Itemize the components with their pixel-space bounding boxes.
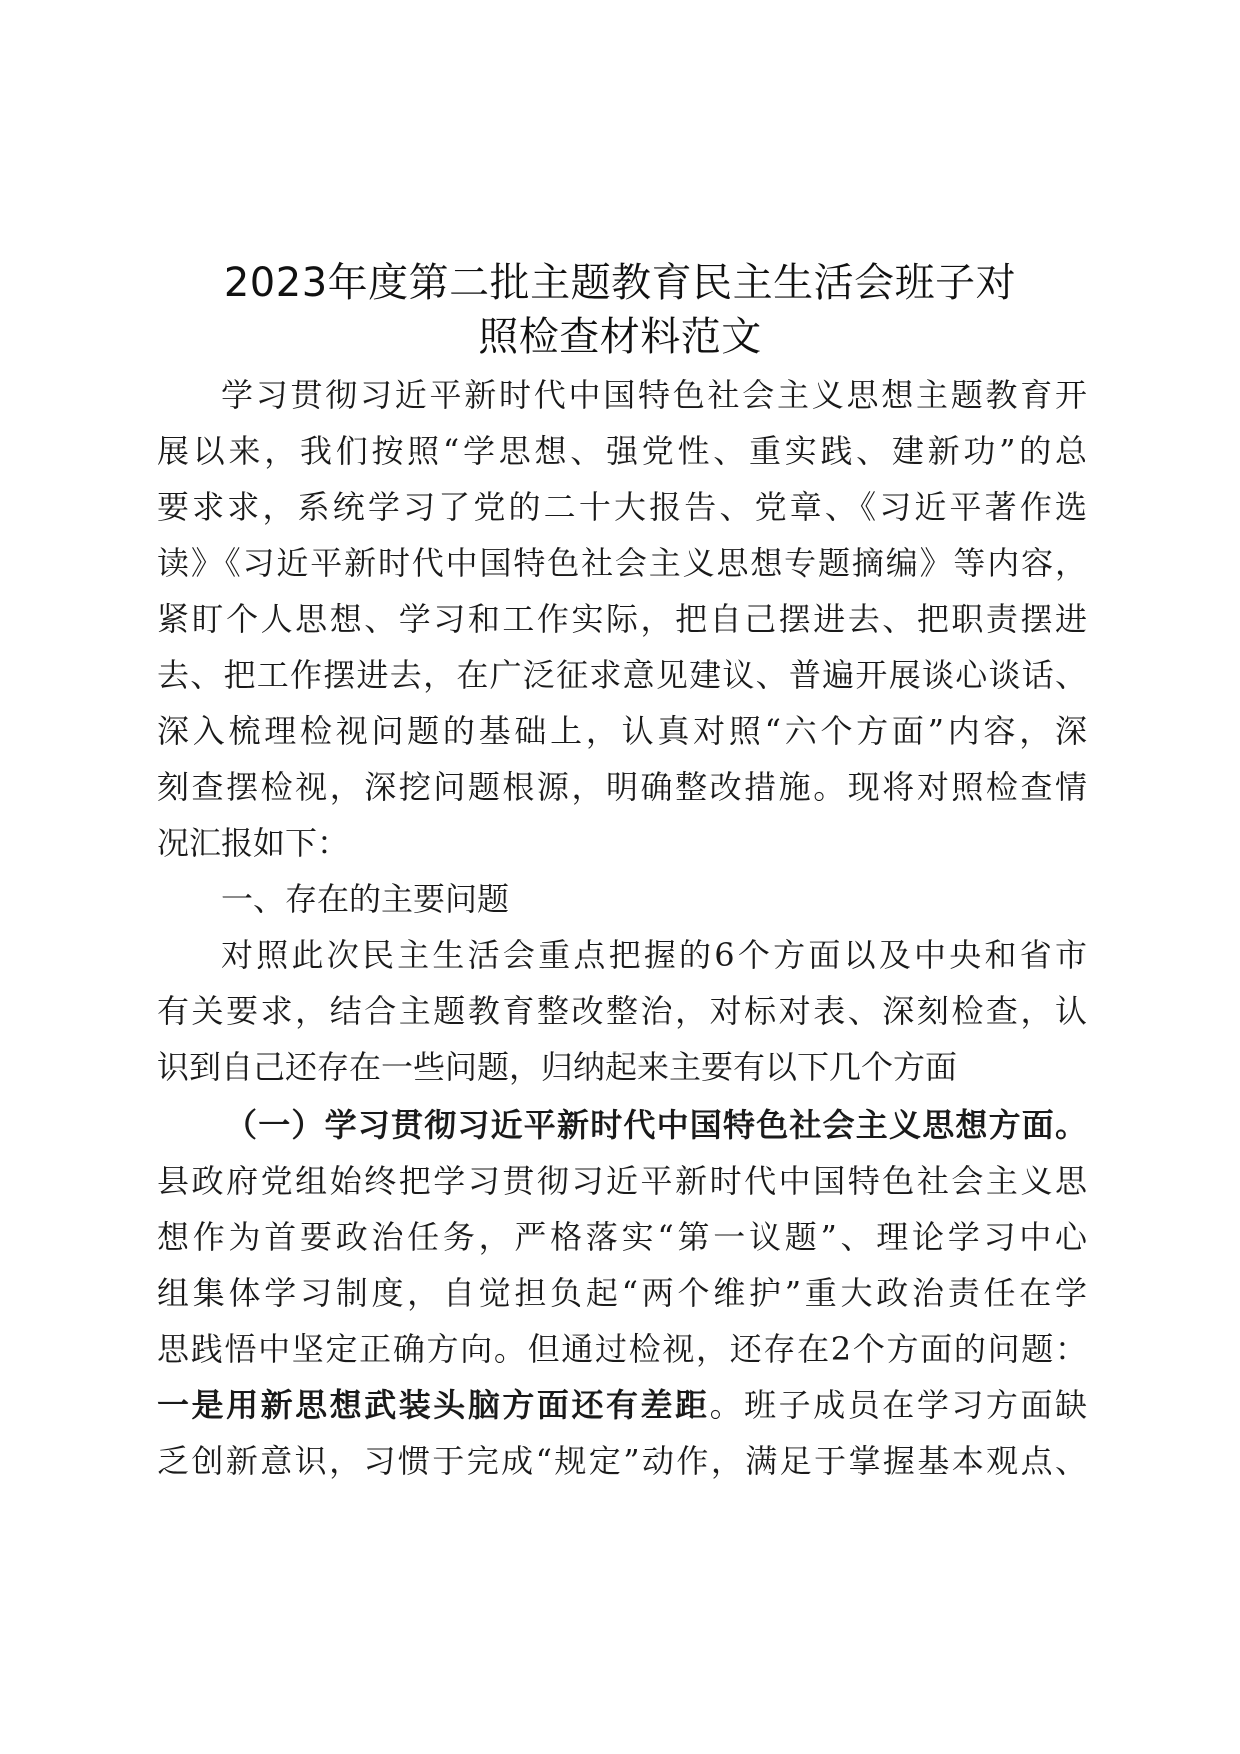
subsection-heading: （一）学习贯彻习近平新时代中国特色社会主义思想方面。 — [225, 1106, 1087, 1144]
section-paragraph-line: 对照此次民主生活会重点把握的6个方面以及中央和省市 — [221, 936, 1087, 974]
intro-paragraph-line: 紧盯个人思想、学习和工作实际，把自己摆进去、把职责摆进 — [157, 600, 1087, 638]
intro-paragraph-line: 要求求，系统学习了党的二十大报告、党章、《习近平著作选 — [157, 488, 1087, 526]
subsection-paragraph-line: 想作为首要政治任务，严格落实“第一议题”、理论学习中心 — [157, 1218, 1087, 1256]
intro-paragraph-line: 展以来，我们按照“学思想、强党性、重实践、建新功”的总 — [157, 432, 1087, 470]
subsection-paragraph-line: 乏创新意识，习惯于完成“规定”动作，满足于掌握基本观点、 — [157, 1442, 1087, 1480]
intro-paragraph-line: 刻查摆检视，深挖问题根源，明确整改措施。现将对照检查情 — [157, 768, 1087, 806]
point-text: 。班子成员在学习方面缺 — [709, 1386, 1087, 1424]
section-paragraph-line: 有关要求，结合主题教育整改整治，对标对表、深刻检查，认 — [157, 992, 1087, 1030]
intro-paragraph-line: 况汇报如下： — [157, 824, 350, 862]
subsection-paragraph-line: 思践悟中坚定正确方向。但通过检视，还存在2个方面的问题： — [157, 1330, 1087, 1368]
intro-paragraph-line: 深入梳理检视问题的基础上，认真对照“六个方面”内容，深 — [157, 712, 1087, 750]
document-title-line-2: 照检查材料范文 — [478, 314, 762, 360]
section-heading: 一、存在的主要问题 — [221, 880, 510, 918]
document-title-line-1: 2023年度第二批主题教育民主生活会班子对 — [223, 260, 1017, 306]
section-paragraph-line: 识到自己还存在一些问题，归纳起来主要有以下几个方面 — [157, 1048, 958, 1086]
intro-paragraph-line: 读》《习近平新时代中国特色社会主义思想专题摘编》等内容， — [157, 544, 1087, 582]
intro-paragraph-line: 学习贯彻习近平新时代中国特色社会主义思想主题教育开 — [221, 376, 1087, 414]
subsection-paragraph-line: 县政府党组始终把学习贯彻习近平新时代中国特色社会主义思 — [157, 1162, 1087, 1200]
intro-paragraph-line: 去、把工作摆进去，在广泛征求意见建议、普遍开展谈心谈话、 — [157, 656, 1087, 694]
point-line — [157, 1377, 1087, 1433]
subsection-paragraph-line: 组集体学习制度，自觉担负起“两个维护”重大政治责任在学 — [157, 1274, 1087, 1312]
point-bold-lead: 一是用新思想武装头脑方面还有差距 — [157, 1386, 710, 1424]
